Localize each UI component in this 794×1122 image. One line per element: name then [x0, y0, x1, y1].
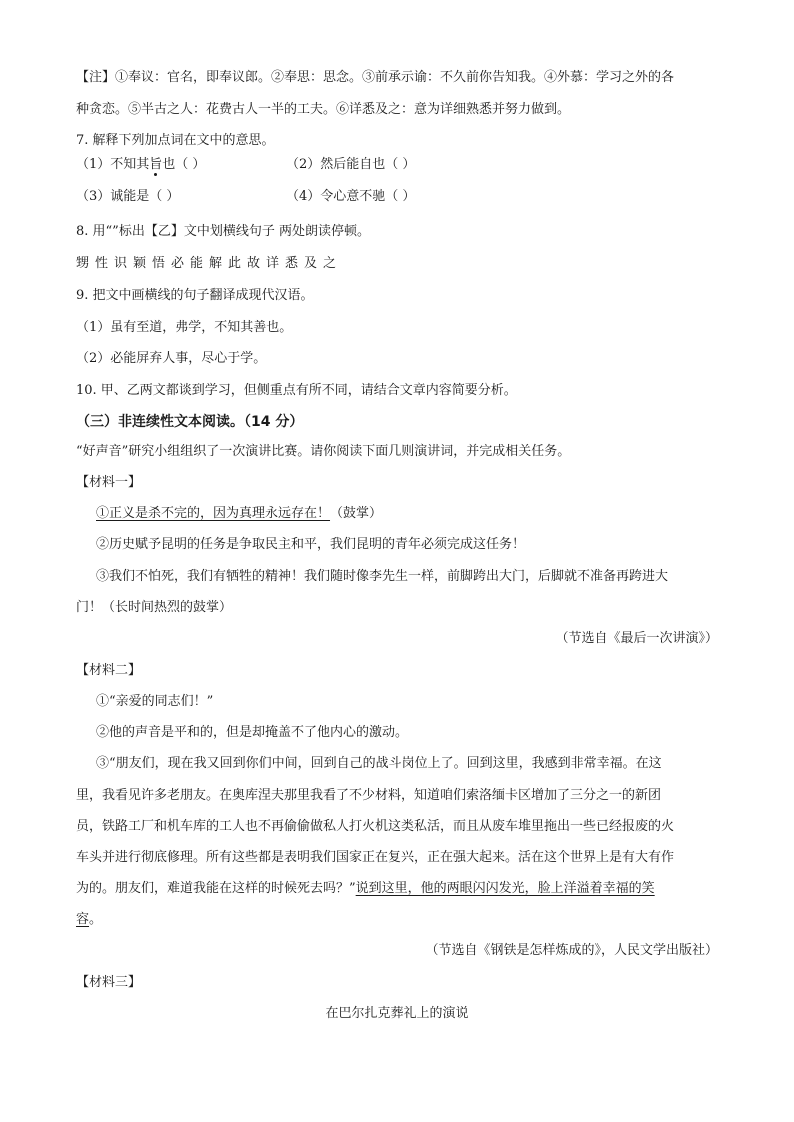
- question-9-sentence-2: （2）必能屏弃人事，尽心于学。: [76, 351, 267, 366]
- material-2-label: 【材料二】: [76, 663, 142, 678]
- plain-text: 为的。朋友们，难道我能在这样的时候死去吗？”: [76, 881, 356, 896]
- plain-text: （鼓掌）: [330, 506, 383, 521]
- material-1-para-2: ②历史赋予昆明的任务是争取民主和平，我们昆明的青年必须完成这任务！: [96, 537, 526, 552]
- q7-item-2-suffix: 也（ ）: [372, 157, 416, 172]
- material-2-para-3e: [76, 879, 655, 899]
- q7-item-4-prefix: （4）令心意不驰: [286, 189, 386, 204]
- material-2-para-3c: 员，铁路工厂和机车库的工人也不再偷偷做私人打火机这类私活，而且从废车堆里拖出一些已经报废的火: [76, 819, 675, 834]
- question-7-item-1: [76, 155, 205, 175]
- question-8-sentence: 甥性识颖悟必能解此故详悉及之: [76, 256, 343, 271]
- question-10-title: 10. 甲、乙两文都谈到学习，但侧重点有所不同，请结合文章内容简要分析。: [76, 383, 517, 398]
- q7-item-3-suffix: 是（ ）: [136, 189, 180, 204]
- material-1-label: 【材料一】: [76, 475, 142, 490]
- material-2-para-1: ①“亲爱的同志们！”: [96, 694, 214, 709]
- underlined-text: 容: [76, 912, 90, 927]
- material-2-source: （节选自《钢铁是怎样炼成的》，人民文学出版社）: [425, 943, 718, 958]
- material-1-para-3a: ③我们不怕死，我们有牺牲的精神！我们随时像李先生一样，前脚跨出大门，后脚就不准备再跨进大: [96, 569, 669, 584]
- underlined-text: 说到这里，他的两眼闪闪发光，脸上洋溢着幸福的笑: [355, 881, 655, 896]
- question-7-item-2: [286, 155, 415, 175]
- emphasis-dot-char: 旨: [149, 157, 163, 172]
- material-2-para-2: ②他的声音是平和的，但是却掩盖不了他内心的激动。: [96, 725, 409, 740]
- q7-item-1-suffix: 也（ ）: [162, 157, 206, 172]
- material-3-label: 【材料三】: [76, 975, 142, 990]
- material-1-para-1: [96, 504, 382, 524]
- material-1-source: （节选自《最后一次讲演》）: [555, 631, 718, 646]
- section-3-heading: （三）非连续性文本阅读。（14 分）: [76, 414, 304, 430]
- question-7-title: 7. 解释下列加点词在文中的意思。: [76, 133, 275, 148]
- question-9-title: 9. 把文中画横线的句子翻译成现代汉语。: [76, 288, 314, 303]
- material-2-para-3d: 车头并进行彻底修理。所有这些都是表明我们国家正在复兴，正在强大起来。活在这个世界上是有大有作: [76, 850, 675, 865]
- q7-item-3-prefix: （3）诚能: [76, 189, 137, 204]
- q7-item-1-prefix: （1）不知其: [76, 157, 150, 172]
- question-7-item-3: [76, 187, 179, 207]
- material-2-para-3a: ③“朋友们，现在我又回到你们中间，回到自己的战斗岗位上了。回到这里，我感到非常幸福。在这: [96, 756, 662, 771]
- plain-text: 。: [89, 912, 103, 927]
- q7-item-4-suffix: （ ）: [385, 189, 416, 204]
- note-line-1: 【注】①奉议：官名，即奉议郎。②奉思：思念。③前承示谕：不久前你告知我。④外慕：学习之外的各: [76, 70, 675, 85]
- section-3-intro: “好声音”研究小组组织了一次演讲比赛。请你阅读下面几则演讲词，并完成相关任务。: [76, 444, 571, 459]
- question-8-title: 8. 用“”标出【乙】文中划横线句子 两处朗读停顿。: [76, 224, 370, 239]
- underlined-text: ①正义是杀不完的，因为真理永远存在！: [96, 506, 331, 521]
- question-7-item-4: [286, 187, 415, 207]
- q7-item-2-prefix: （2）然后能自: [286, 157, 373, 172]
- material-1-para-3b: 门！（长时间热烈的鼓掌）: [76, 600, 233, 615]
- note-line-2: 种贪恋。⑤半古之人：花费古人一半的工夫。⑥详悉及之：意为详细熟悉并努力做到。: [76, 102, 571, 117]
- material-3-title: 在巴尔扎克葬礼上的演说: [325, 1006, 469, 1021]
- question-9-sentence-1: （1）虽有至道，弗学，不知其善也。: [76, 320, 293, 335]
- material-2-para-3f: [76, 910, 102, 930]
- material-2-para-3b: 里，我看见许多老朋友。在奥库涅夫那里我看了不少材料，知道咱们索洛缅卡区增加了三分之一的新团: [76, 788, 662, 803]
